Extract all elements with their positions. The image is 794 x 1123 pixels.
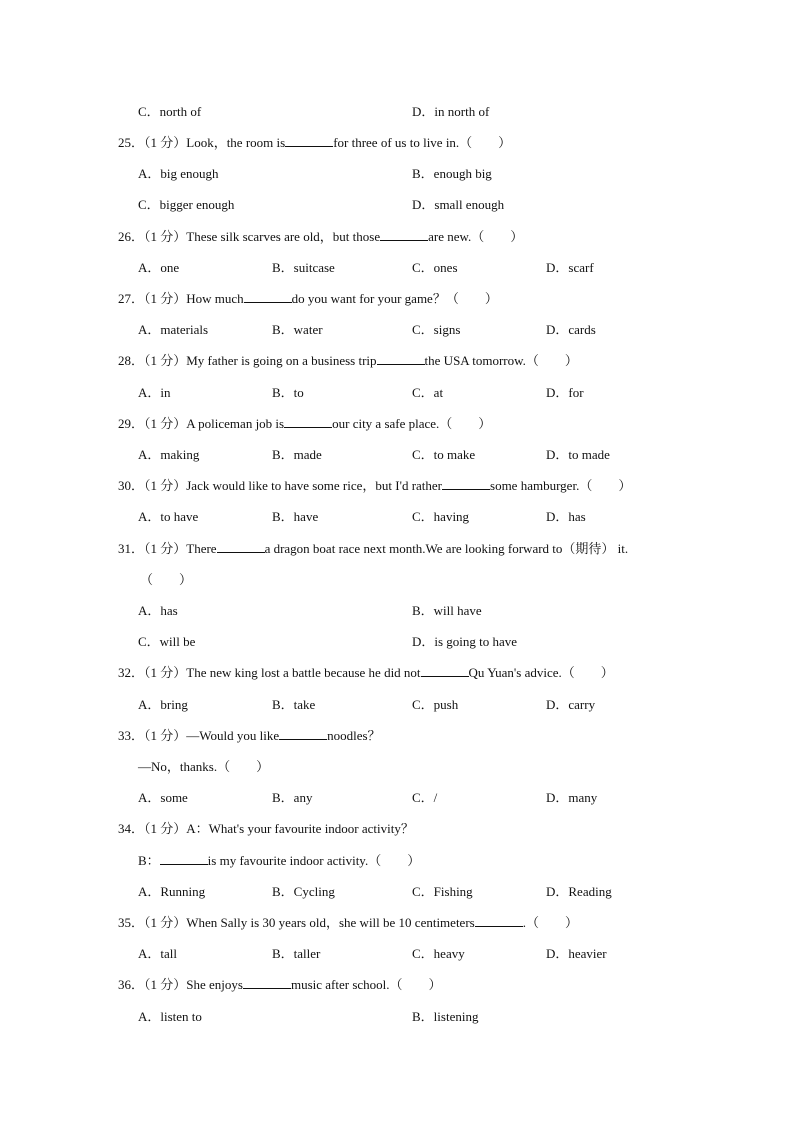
answer-option: B．have bbox=[272, 509, 319, 524]
answer-option: B．suitcase bbox=[272, 260, 335, 275]
answer-blank bbox=[475, 914, 523, 927]
question-text: 25．（1 分）Look，the room is bbox=[118, 135, 286, 150]
answer-option: B．any bbox=[272, 790, 313, 805]
answer-option: A．has bbox=[138, 603, 178, 618]
answer-option: D．many bbox=[546, 790, 598, 805]
answer-option: A．big enough bbox=[138, 166, 219, 181]
answer-option: D．cards bbox=[546, 322, 596, 337]
answer-option: B．to bbox=[272, 385, 304, 400]
question-text-end: noodles？ bbox=[327, 728, 381, 743]
answer-option: B．will have bbox=[412, 603, 482, 618]
answer-option: C．Fishing bbox=[412, 884, 473, 899]
answer-blank bbox=[279, 727, 327, 740]
answer-option: D．for bbox=[546, 385, 584, 400]
question-text-end: are new.（ ） bbox=[428, 229, 524, 244]
answer-option: A．to have bbox=[138, 509, 199, 524]
answer-blank bbox=[285, 134, 333, 147]
question-text: 30．（1 分）Jack would like to have some rice，but I'd rather bbox=[118, 478, 443, 493]
question-text: 31．（1 分）There bbox=[118, 541, 217, 556]
answer-option: C．bigger enough bbox=[138, 197, 235, 212]
question-text-end: some hamburger.（ ） bbox=[490, 478, 632, 493]
answer-option: A．listen to bbox=[138, 1009, 202, 1024]
question-line bbox=[118, 540, 628, 558]
answer-option: B．made bbox=[272, 447, 322, 462]
text-line: 34．（1 分）A：What's your favourite indoor activity？ bbox=[118, 821, 414, 836]
question-text: 32．（1 分）The new king lost a battle because he did not bbox=[118, 665, 421, 680]
answer-option: B．taller bbox=[272, 946, 321, 961]
answer-option: A．Running bbox=[138, 884, 206, 899]
question-text: 27．（1 分）How much bbox=[118, 291, 244, 306]
question-text-end: music after school.（ ） bbox=[290, 977, 442, 992]
text-line: （ ） bbox=[140, 572, 193, 587]
answer-option: C．signs bbox=[412, 322, 461, 337]
question-line bbox=[118, 477, 631, 495]
answer-option: C．ones bbox=[412, 260, 458, 275]
answer-blank bbox=[217, 540, 265, 553]
answer-option: C．having bbox=[412, 509, 470, 524]
answer-option: B．listening bbox=[412, 1009, 479, 1024]
question-text-end: is my favourite indoor activity.（ ） bbox=[207, 853, 421, 868]
question-text: 33．（1 分）—Would you like bbox=[118, 728, 280, 743]
answer-option: A．tall bbox=[138, 946, 177, 961]
answer-option: D．heavier bbox=[546, 946, 607, 961]
question-line bbox=[118, 290, 498, 308]
question-text: B： bbox=[138, 853, 160, 868]
question-text: 35．（1 分）When Sally is 30 years old，she will be 10 centimeters bbox=[118, 915, 475, 930]
answer-option: D．small enough bbox=[412, 197, 505, 212]
question-line bbox=[118, 415, 491, 433]
question-text-end: the USA tomorrow.（ ） bbox=[424, 353, 578, 368]
answer-option: D．has bbox=[546, 509, 586, 524]
question-text-end: our city a safe place.（ ） bbox=[332, 416, 492, 431]
question-text: 36．（1 分）She enjoys bbox=[118, 977, 243, 992]
question-text-end: a dragon boat race next month.We are looking forward to（期待） it. bbox=[264, 541, 629, 556]
answer-option: B．take bbox=[272, 697, 316, 712]
answer-option: C．will be bbox=[138, 634, 196, 649]
answer-option: A．materials bbox=[138, 322, 209, 337]
answer-blank bbox=[244, 290, 292, 303]
answer-option: D．in north of bbox=[412, 104, 490, 119]
answer-option: B．enough big bbox=[412, 166, 492, 181]
question-text-end: .（ ） bbox=[522, 915, 578, 930]
question-text: 29．（1 分）A policeman job is bbox=[118, 416, 285, 431]
question-line bbox=[118, 228, 523, 246]
answer-option: A．in bbox=[138, 385, 171, 400]
answer-option: C．at bbox=[412, 385, 444, 400]
answer-option: D．Reading bbox=[546, 884, 612, 899]
answer-option: D．scarf bbox=[546, 260, 594, 275]
answer-option: D．carry bbox=[546, 697, 596, 712]
answer-blank bbox=[421, 664, 469, 677]
answer-option: A．some bbox=[138, 790, 188, 805]
answer-blank bbox=[380, 228, 428, 241]
answer-blank bbox=[160, 852, 208, 865]
question-line bbox=[118, 134, 511, 152]
answer-option: D．to made bbox=[546, 447, 610, 462]
answer-option: C．push bbox=[412, 697, 459, 712]
answer-option: C．/ bbox=[412, 790, 438, 805]
answer-option: D．is going to have bbox=[412, 634, 518, 649]
answer-option: C．heavy bbox=[412, 946, 465, 961]
answer-blank bbox=[243, 976, 291, 989]
question-line bbox=[118, 914, 578, 932]
question-text-end: Qu Yuan's advice.（ ） bbox=[468, 665, 614, 680]
answer-option: A．bring bbox=[138, 697, 188, 712]
question-line bbox=[118, 352, 578, 370]
text-line: —No，thanks.（ ） bbox=[138, 759, 270, 774]
answer-option: C．north of bbox=[138, 104, 202, 119]
question-text-end: for three of us to live in.（ ） bbox=[333, 135, 512, 150]
question-line bbox=[118, 976, 442, 994]
answer-option: A．one bbox=[138, 260, 180, 275]
question-line bbox=[118, 664, 614, 682]
answer-option: C．to make bbox=[412, 447, 476, 462]
answer-blank bbox=[442, 477, 490, 490]
answer-option: B．Cycling bbox=[272, 884, 335, 899]
question-line bbox=[118, 727, 381, 745]
answer-blank bbox=[284, 415, 332, 428]
question-text: 28．（1 分）My father is going on a business trip bbox=[118, 353, 377, 368]
question-line bbox=[138, 852, 420, 870]
answer-option: B．water bbox=[272, 322, 323, 337]
question-text-end: do you want for your game？（ ） bbox=[291, 291, 498, 306]
answer-blank bbox=[377, 352, 425, 365]
answer-option: A．making bbox=[138, 447, 200, 462]
question-text: 26．（1 分）These silk scarves are old，but those bbox=[118, 229, 381, 244]
